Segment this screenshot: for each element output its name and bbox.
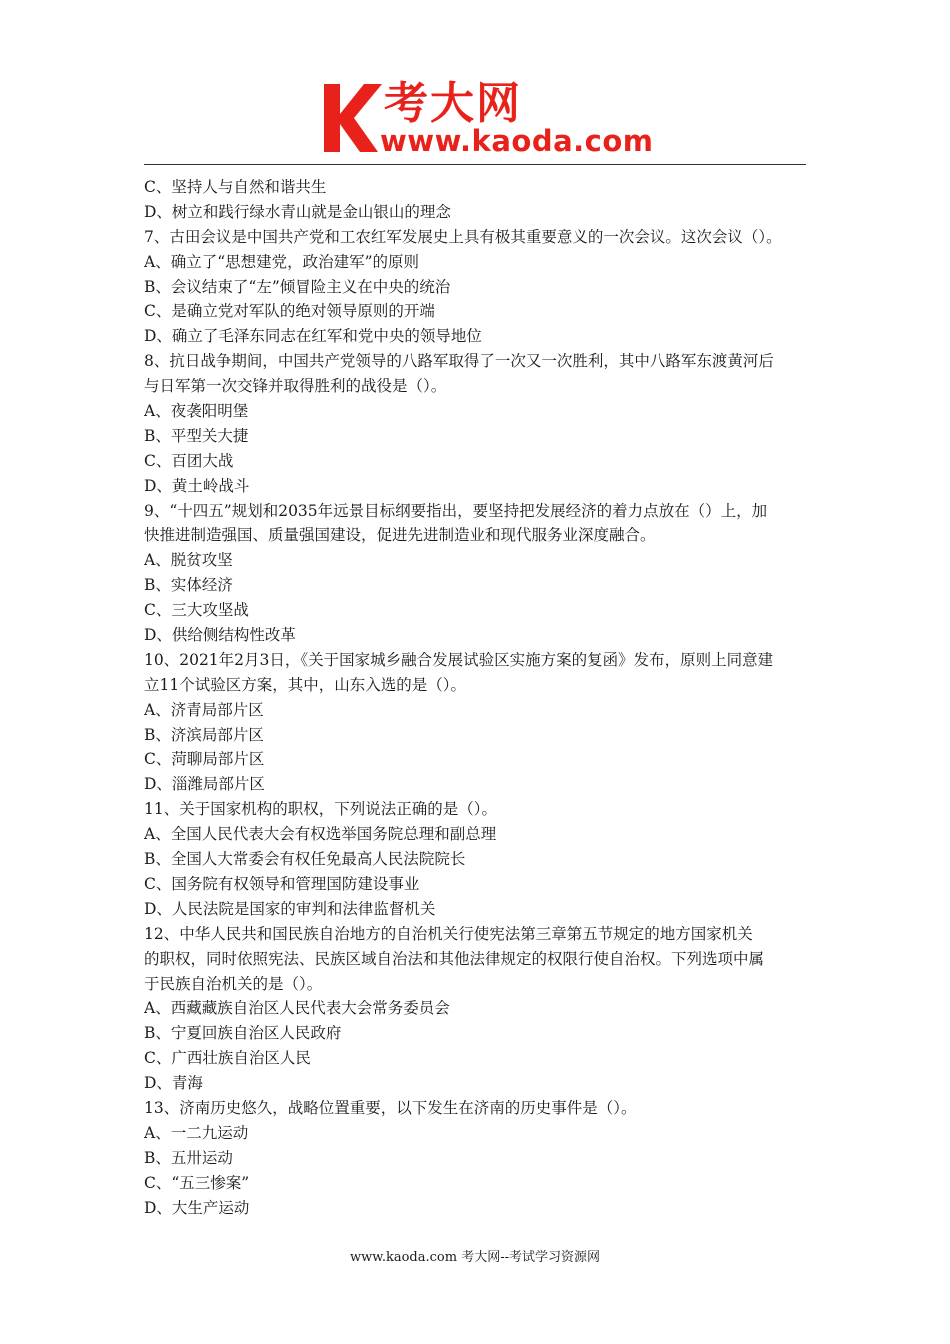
option-line: B、会议结束了“左”倾冒险主义在中央的统治 xyxy=(144,277,451,296)
option-line: C、百团大战 xyxy=(144,451,234,470)
option-line: D、供给侧结构性改革 xyxy=(144,626,296,645)
option-line: A、一二九运动 xyxy=(144,1123,249,1142)
question-text-line: 与日军第一次交锋并取得胜利的战役是（）。 xyxy=(144,377,447,396)
option-line: C、“五三惨案” xyxy=(144,1173,250,1192)
k-logo-icon xyxy=(320,78,386,158)
option-line: A、夜袭阳明堡 xyxy=(144,402,249,421)
option-line: C、菏聊局部片区 xyxy=(144,750,265,769)
question-text-line: 9、“十四五”规划和2035年远景目标纲要指出，要坚持把发展经济的着力点放在（）上，加 xyxy=(144,501,768,520)
question-text-line: 12、中华人民共和国民族自治地方的自治机关行使宪法第三章第五节规定的地方国家机关 xyxy=(144,924,753,943)
option-line: A、济青局部片区 xyxy=(144,700,264,719)
question-list xyxy=(144,175,808,1220)
question-text-line: 于民族自治机关的是（）。 xyxy=(144,974,323,993)
option-line: B、济滨局部片区 xyxy=(144,725,264,744)
option-line: D、黄土岭战斗 xyxy=(144,476,250,495)
option-line: D、青海 xyxy=(144,1074,203,1093)
logo-url-text: www.kaoda.com xyxy=(380,124,654,158)
option-line: C、广西壮族自治区人民 xyxy=(144,1049,311,1068)
option-line: A、全国人民代表大会有权选举国务院总理和副总理 xyxy=(144,825,497,844)
option-line: D、大生产运动 xyxy=(144,1198,250,1217)
question-text-line: 10、2021年2月3日，《关于国家城乡融合发展试验区实施方案的复函》发布，原则上同意建 xyxy=(144,650,774,669)
option-line: A、确立了“思想建党，政治建军”的原则 xyxy=(144,252,420,271)
page-footer: www.kaoda.com 考大网--考试学习资源网 xyxy=(350,1250,600,1265)
option-line: C、国务院有权领导和管理国防建设事业 xyxy=(144,874,420,893)
question-text-line: 的职权，同时依照宪法、民族区域自治法和其他法律规定的权限行使自治权。下列选项中属 xyxy=(144,949,765,968)
option-line: D、淄潍局部片区 xyxy=(144,775,265,794)
header-divider xyxy=(144,164,806,165)
option-line: C、是确立党对军队的绝对领导原则的开端 xyxy=(144,302,435,321)
option-line: B、实体经济 xyxy=(144,576,233,595)
kaoda-logo[interactable] xyxy=(320,78,654,160)
option-line: D、人民法院是国家的审判和法律监督机关 xyxy=(144,899,436,918)
question-text-line: 7、古田会议是中国共产党和工农红军发展史上具有极其重要意义的一次会议。这次会议（）。 xyxy=(144,227,782,246)
option-line: A、脱贫攻坚 xyxy=(144,551,233,570)
option-line: C、三大攻坚战 xyxy=(144,601,249,620)
option-line: C、坚持人与自然和谐共生 xyxy=(144,178,327,196)
logo-chinese-text: 考大网 xyxy=(384,78,522,129)
option-line: A、西藏藏族自治区人民代表大会常务委员会 xyxy=(144,999,450,1018)
option-line: D、树立和践行绿水青山就是金山银山的理念 xyxy=(144,202,451,221)
question-text-line: 8、抗日战争期间，中国共产党领导的八路军取得了一次又一次胜利，其中八路军东渡黄河后 xyxy=(144,352,774,371)
option-line: B、宁夏回族自治区人民政府 xyxy=(144,1024,342,1043)
question-text-line: 13、济南历史悠久，战略位置重要，以下发生在济南的历史事件是（）。 xyxy=(144,1098,637,1117)
question-text-line: 11、关于国家机构的职权，下列说法正确的是（）。 xyxy=(144,800,497,819)
option-line: B、五卅运动 xyxy=(144,1148,233,1167)
option-line: B、全国人大常委会有权任免最高人民法院院长 xyxy=(144,850,466,869)
question-text-line: 立11个试验区方案，其中，山东入选的是（）。 xyxy=(144,675,466,694)
option-line: D、确立了毛泽东同志在红军和党中央的领导地位 xyxy=(144,327,482,346)
option-line: B、平型关大捷 xyxy=(144,426,249,445)
question-text-line: 快推进制造强国、质量强国建设，促进先进制造业和现代服务业深度融合。 xyxy=(144,526,656,545)
